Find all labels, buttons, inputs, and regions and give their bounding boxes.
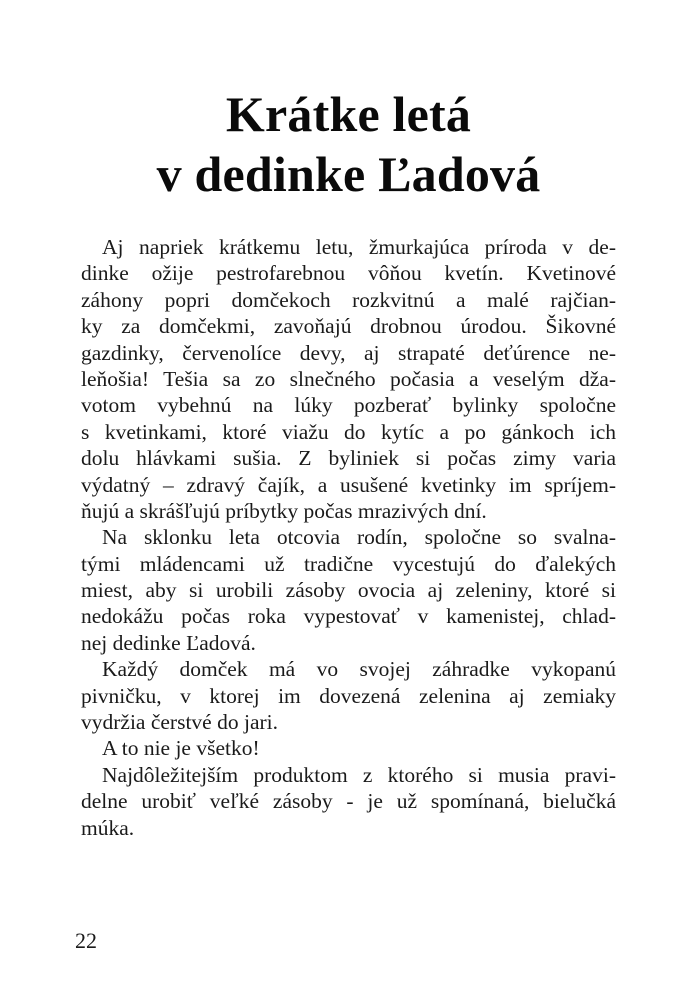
text-line: pivničku, v ktorej im dovezená zelenina aj zemiaky (81, 683, 616, 708)
paragraph (81, 524, 616, 656)
text-line: gazdinky, červenolíce devy, aj strapaté deťúrence ne- (81, 340, 616, 365)
text-line: nedokážu počas roka vypestovať v kamenistej, chlad- (81, 604, 616, 629)
text-line: dinke ožije pestrofarebnou vôňou kvetín. Kvetinové (81, 261, 616, 286)
text-line: leňošia! Tešia sa zo slnečného počasia a veselým dža- (81, 366, 616, 391)
chapter-title (0, 84, 697, 204)
text-line: delne urobiť veľké zásoby - je už spomínaná, bielučká (81, 789, 616, 814)
text-line: tými mládencami už tradične vycestujú do ďalekých (81, 551, 616, 576)
text-line: Na sklonku leta otcovia rodín, spoločne so svalna- (102, 525, 616, 550)
paragraph (81, 762, 616, 841)
chapter-title-line-2: v dedinke Ľadová (156, 146, 541, 202)
paragraph (81, 735, 616, 761)
paragraph (81, 234, 616, 524)
text-line: Každý domček má vo svojej záhradke vykopanú (102, 657, 616, 682)
text-line: A to nie je všetko! (102, 736, 260, 761)
text-line: vydržia čerstvé do jari. (81, 710, 278, 735)
page-number: 22 (75, 928, 97, 953)
chapter-title-line-1: Krátke letá (225, 86, 472, 142)
text-line: Najdôležitejším produktom z ktorého si musia pravi- (102, 762, 616, 787)
paragraph (81, 656, 616, 735)
text-line: dolu hlávkami sušia. Z byliniek si počas zimy varia (81, 446, 616, 471)
text-line: Aj napriek krátkemu letu, žmurkajúca príroda v de- (102, 235, 616, 259)
text-line: miest, aby si urobili zásoby ovocia aj zeleniny, ktoré si (81, 578, 616, 603)
text-line: ky za domčekmi, zavoňajú drobnou úrodou. Šikovné (81, 314, 616, 339)
text-line: múka. (81, 815, 135, 840)
text-line: ňujú a skrášľujú príbytky počas mrazivých dní. (81, 498, 487, 523)
text-line: s kvetinkami, ktoré viažu do kytíc a po gánkoch ich (81, 419, 616, 444)
text-line: výdatný – zdravý čajík, a usušené kvetinky im spríjem- (81, 472, 616, 497)
chapter-body (81, 234, 616, 841)
text-line: záhony popri domčekoch rozkvitnú a malé rajčian- (81, 287, 616, 312)
text-line: nej dedinke Ľadová. (81, 630, 256, 655)
text-line: votom vybehnú na lúky pozberať bylinky spoločne (81, 393, 616, 418)
